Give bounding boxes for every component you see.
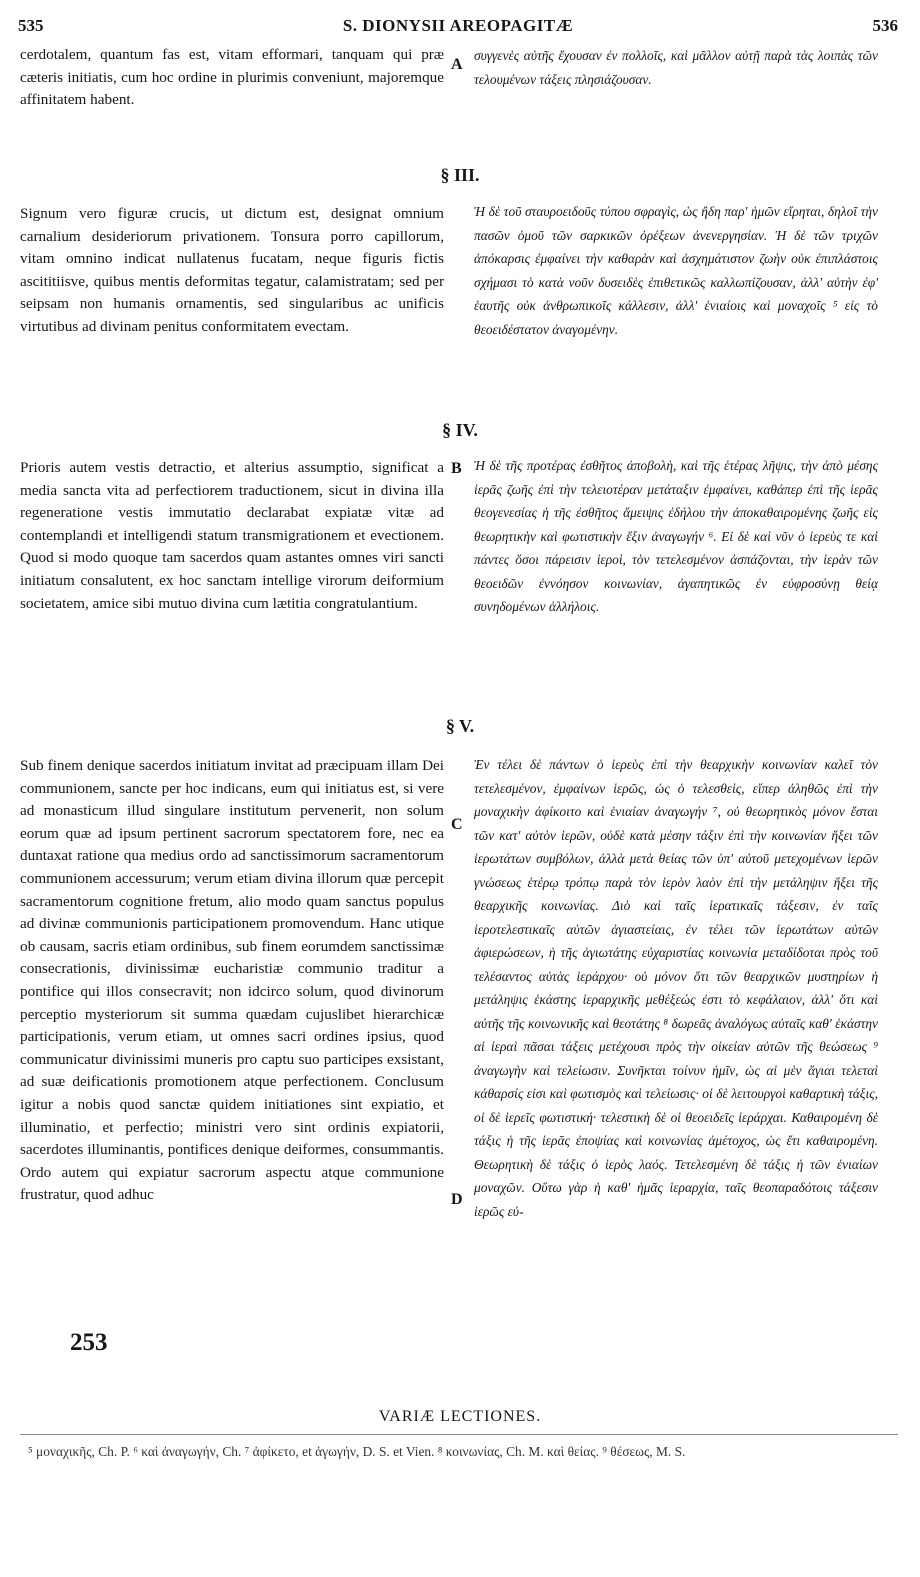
- latin-paragraph-1: cerdotalem, quantum fas est, vitam efformari, tanquam qui præ cæteris initiatis, cum hoc ordine in plurimis conveniunt, majoremque affinitatem habent.: [20, 46, 444, 109]
- latin-paragraph-4: Sub finem denique sacerdos initiatum invitat ad præcipuam illam Dei communionem, sancte per hoc indicans, eum qui initiatus est, si vere ad monasticum illud singulare institutum pervenerit, non solum eorum quæ ad ipsum pertinent sacrorum spectatorem fore, nec ea duntaxat ratione qua medius ordo ad sanctissimorum sacramentorum communionem accessurum; verum etiam divina illorum quæ percepit sacramentorum cognitione fretum, alio modo quam sanctus populus ad divinæ communionis participationem promovendum. Hanc utique ob causam, sacris etiam ordinibus, sub finem eorumdem sanctissimæ consecrationis, divinissimæ eucharistiæ communio traditur a pontifice qui illos consecravit; non idcirco solum, quod divinorum perceptio mysteriorum sit summa quædam cujuslibet hierarchicæ participationis, verum etiam, ut omnes sacri ordines ipsius, quod communicatur divinissimi muneris pro captu suo participes exsistant, ad suæ deificationis promotionem atque perfectionem. Conclusum igitur a nobis quod sanctæ quidem initiationes sint expiatio, et illuminatio, et perfectio; ministri vero sint ordinis expiatorii, sacerdotes illuminantis, pontifices denique deiformes, consummantis. Ordo autem qui expiatur sacrorum aspectu atque communione frustratur, quod adhuc: [20, 757, 444, 1204]
- greek-paragraph-3: Ἡ δὲ τῆς προτέρας ἐσθῆτος ἀποβολὴ, καὶ τῆς ἑτέρας λῆψις, τὴν ἀπὸ μέσης ἱερᾶς ζωῆς ἐπὶ τὴν τελειοτέραν μετάταξιν ἐμφαίνει, καθάπερ ἐπὶ τῆς ἱερᾶς θεογενεσίας ἡ τῆς ἐσθῆτος ἄμειψις ἐδήλου τὴν ἀποκαθαιρομένης ζωῆς εἰς θεωρητικὴν καὶ φωτιστικὴν ἕξιν ἀναγωγήν ⁶. Εἰ δὲ καὶ νῦν ὁ ἱερεὺς τε καὶ πάντες ὅσοι πάρεισιν ἱεροὶ, τὸν τετελεσμένον ἀσπάζονται, τὴν ἱερὰν τῶν θεοειδῶν ἐννόησον κοινωνίαν, ἀγαπητικῶς ἐν εὐφροσύνῃ θείᾳ συνηδομένων ἀλλήλοις.: [474, 458, 878, 614]
- column-number: 253: [67, 1330, 111, 1356]
- margin-letter-c: C: [451, 816, 463, 833]
- section-heading-3: § III.: [440, 165, 480, 185]
- greek-paragraph-1: συγγενὲς αὐτῆς ἔχουσαν ἐν πολλοῖς, καὶ μᾶλλον αὐτῇ παρὰ τὰς λοιπὰς τῶν τελουμένων τάξεις πλησιάζουσαν.: [474, 48, 878, 87]
- latin-paragraph-2: Signum vero figuræ crucis, ut dictum est, designat omnium carnalium desideriorum privationem. Tonsura porro capillorum, vitam omnino indicat nullatenus fucatam, neque figuris fictis ascititiisve, quibus mentis deformitas tegatur, calamistratam; sed per seipsam non humanis ornamentis, sed singularibus ac unificis virtutibus ad divinam penitus conformitatem evectam.: [20, 205, 444, 335]
- footnote-rule: [20, 1434, 898, 1435]
- page-number-left: 535: [18, 16, 44, 35]
- page-number-right: 536: [872, 16, 898, 35]
- greek-paragraph-4: Ἐν τέλει δὲ πάντων ὁ ἱερεὺς ἐπὶ τὴν θεαρχικὴν κοινωνίαν καλεῖ τὸν τετελεσμένον, ἐμφαίνων ἱερῶς, ὡς ὁ τελεσθεὶς, εἴπερ ἀληθῶς ἐπὶ τὴν μοναχικὴν ἀφίκοιτο καὶ ἑνιαίαν ἀναγωγήν ⁷, οὐ θεωρητικὸς μόνον ἔσται τῶν κατ' αὐτὸν ἱερῶν, οὐδὲ κατὰ μέσην τάξιν ἐπὶ τὴν κοινωνίαν ἥξει τῶν ἱερωτάτων συμβόλων, ἀλλὰ μετὰ θείας τῶν ὑπ' αὐτοῦ μετεχομένων ἱερῶν γνώσεως ἑτέρῳ τρόπῳ παρὰ τὸν ἱερὸν λαὸν ἐπὶ τὴν μετάληψιν ἥξει τῆς θεαρχικῆς κοινωνίας. Διὸ καὶ ταῖς ἱερατικαῖς τάξεσιν, ἐν ταῖς ἱεροτελεστικαῖς αὐτῶν ἁγιαστείαις, ἐν τέλει τῶν ἱερωτάτων αὐτῶν ἀφιερώσεων, ἡ τῆς ἁγιωτάτης εὐχαριστίας κοινωνία μεταδίδοται πρὸς τοῦ τελέσαντος αὐτὰς ἱεράρχου· οὐ μόνον ὅτι τῶν θεαρχικῶν μυστηρίων ἡ μετάληψις ἑκάστης ἱεραρχικῆς μεθέξεώς ἐστι τὸ κεφάλαιον, ἀλλ' ὅτι καὶ αὐτῆς τῆς κοινωνικῆς καὶ θεοτάτης ⁸ δωρεᾶς ἀναλόγως αὐταῖς καθ' ἑκάστην αἱ ἱεραὶ πᾶσαι τάξεις μετέχουσι πρὸς τὴν οἰκείαν αὐτῶν τῆς θεώσεως ⁹ ἀναγωγὴν καὶ τελείωσιν. Συνῆκται τοίνυν ἡμῖν, ὡς αἱ μὲν ἅγιαι τελεταὶ κάθαρσίς εἰσι καὶ φωτισμὸς καὶ τελείωσις· οἱ δὲ λειτουργοὶ καθαρτικὴ τάξις, οἱ δὲ ἱερεῖς φωτιστική· τελεστικὴ δὲ οἱ θεοειδεῖς ἱεράρχαι. Καθαιρομένη δὲ τάξις ἡ τῆς ἱερᾶς ἐποψίας καὶ κοινωνίας ἀμέτοχος, ὡς ἔτι καθαιρομένη. Θεωρητικὴ δὲ τάξις ὁ ἱερὸς λαός. Τετελεσμένη δὲ τάξις ἡ τῶν ἑνιαίων μοναχῶν. Οὕτω γὰρ ἡ καθ' ἡμᾶς ἱεραρχία, ταῖς θεοπαραδότοις τάξεσιν ἱερῶς εὐ-: [474, 757, 878, 1219]
- margin-letter-d: D: [451, 1191, 463, 1208]
- running-title: S. DIONYSII AREOPAGITÆ: [342, 16, 574, 35]
- variae-lectiones-heading: VARIÆ LECTIONES.: [378, 1408, 542, 1425]
- section-heading-4: § IV.: [442, 420, 478, 440]
- greek-paragraph-2: Ἡ δὲ τοῦ σταυροειδοῦς τύπου σφραγὶς, ὡς ἤδη παρ' ἡμῶν εἴρηται, δηλοῖ τὴν πασῶν ὁμοῦ τῶν σαρκικῶν ὀρέξεων ἀνενεργησίαν. Ἡ δὲ τῶν τριχῶν ἀπόκαρσις ἐμφαίνει τὴν καθαρὰν καὶ ἀσχημάτιστον ζωὴν οὐκ ἐπιπλάστοις σχήμασι τὸ κατὰ νοῦν δυσειδὲς ἐπιθετικῶς καλλωπίζουσαν, ἀλλ' αὐτὴν ἐφ' ἑαυτῆς οὐκ ἀνθρωπικοῖς κάλλεσιν, ἀλλ' ἑνιαίοις καὶ μοναχοῖς ⁵ εἰς τὸ θεοειδέστατον ἀναγομένην.: [474, 204, 878, 337]
- latin-paragraph-3: Prioris autem vestis detractio, et alterius assumptio, significat a media sancta vita ad perfectiorem traductionem, sicut in divina illa regeneratione vestis immutatio declarabat expiatæ vitæ ad contemplandi et intelligendi statum transmigrationem et evectionem. Quod si modo quoque tam sacerdos quam astantes omnes viri sancti initiatum consalutent, ex hoc sanctam intellige virorum deiformium societatem, amice sibi mutuo divina cum lætitia congratulantium.: [20, 459, 444, 612]
- variae-lectiones-notes: ⁵ μοναχικῆς, Ch. P. ⁶ καὶ ἀναγωγήν, Ch. ⁷ ἀφίκετο, et ἀγωγήν, D. S. et Vien. ⁸ κοινωνίας, Ch. M. καὶ θείας. ⁹ θέσεως, M. S.: [28, 1444, 686, 1459]
- margin-letter-b: B: [451, 460, 462, 477]
- margin-letter-a: A: [451, 56, 463, 73]
- section-heading-5: § V.: [445, 716, 475, 736]
- running-header: [18, 16, 898, 42]
